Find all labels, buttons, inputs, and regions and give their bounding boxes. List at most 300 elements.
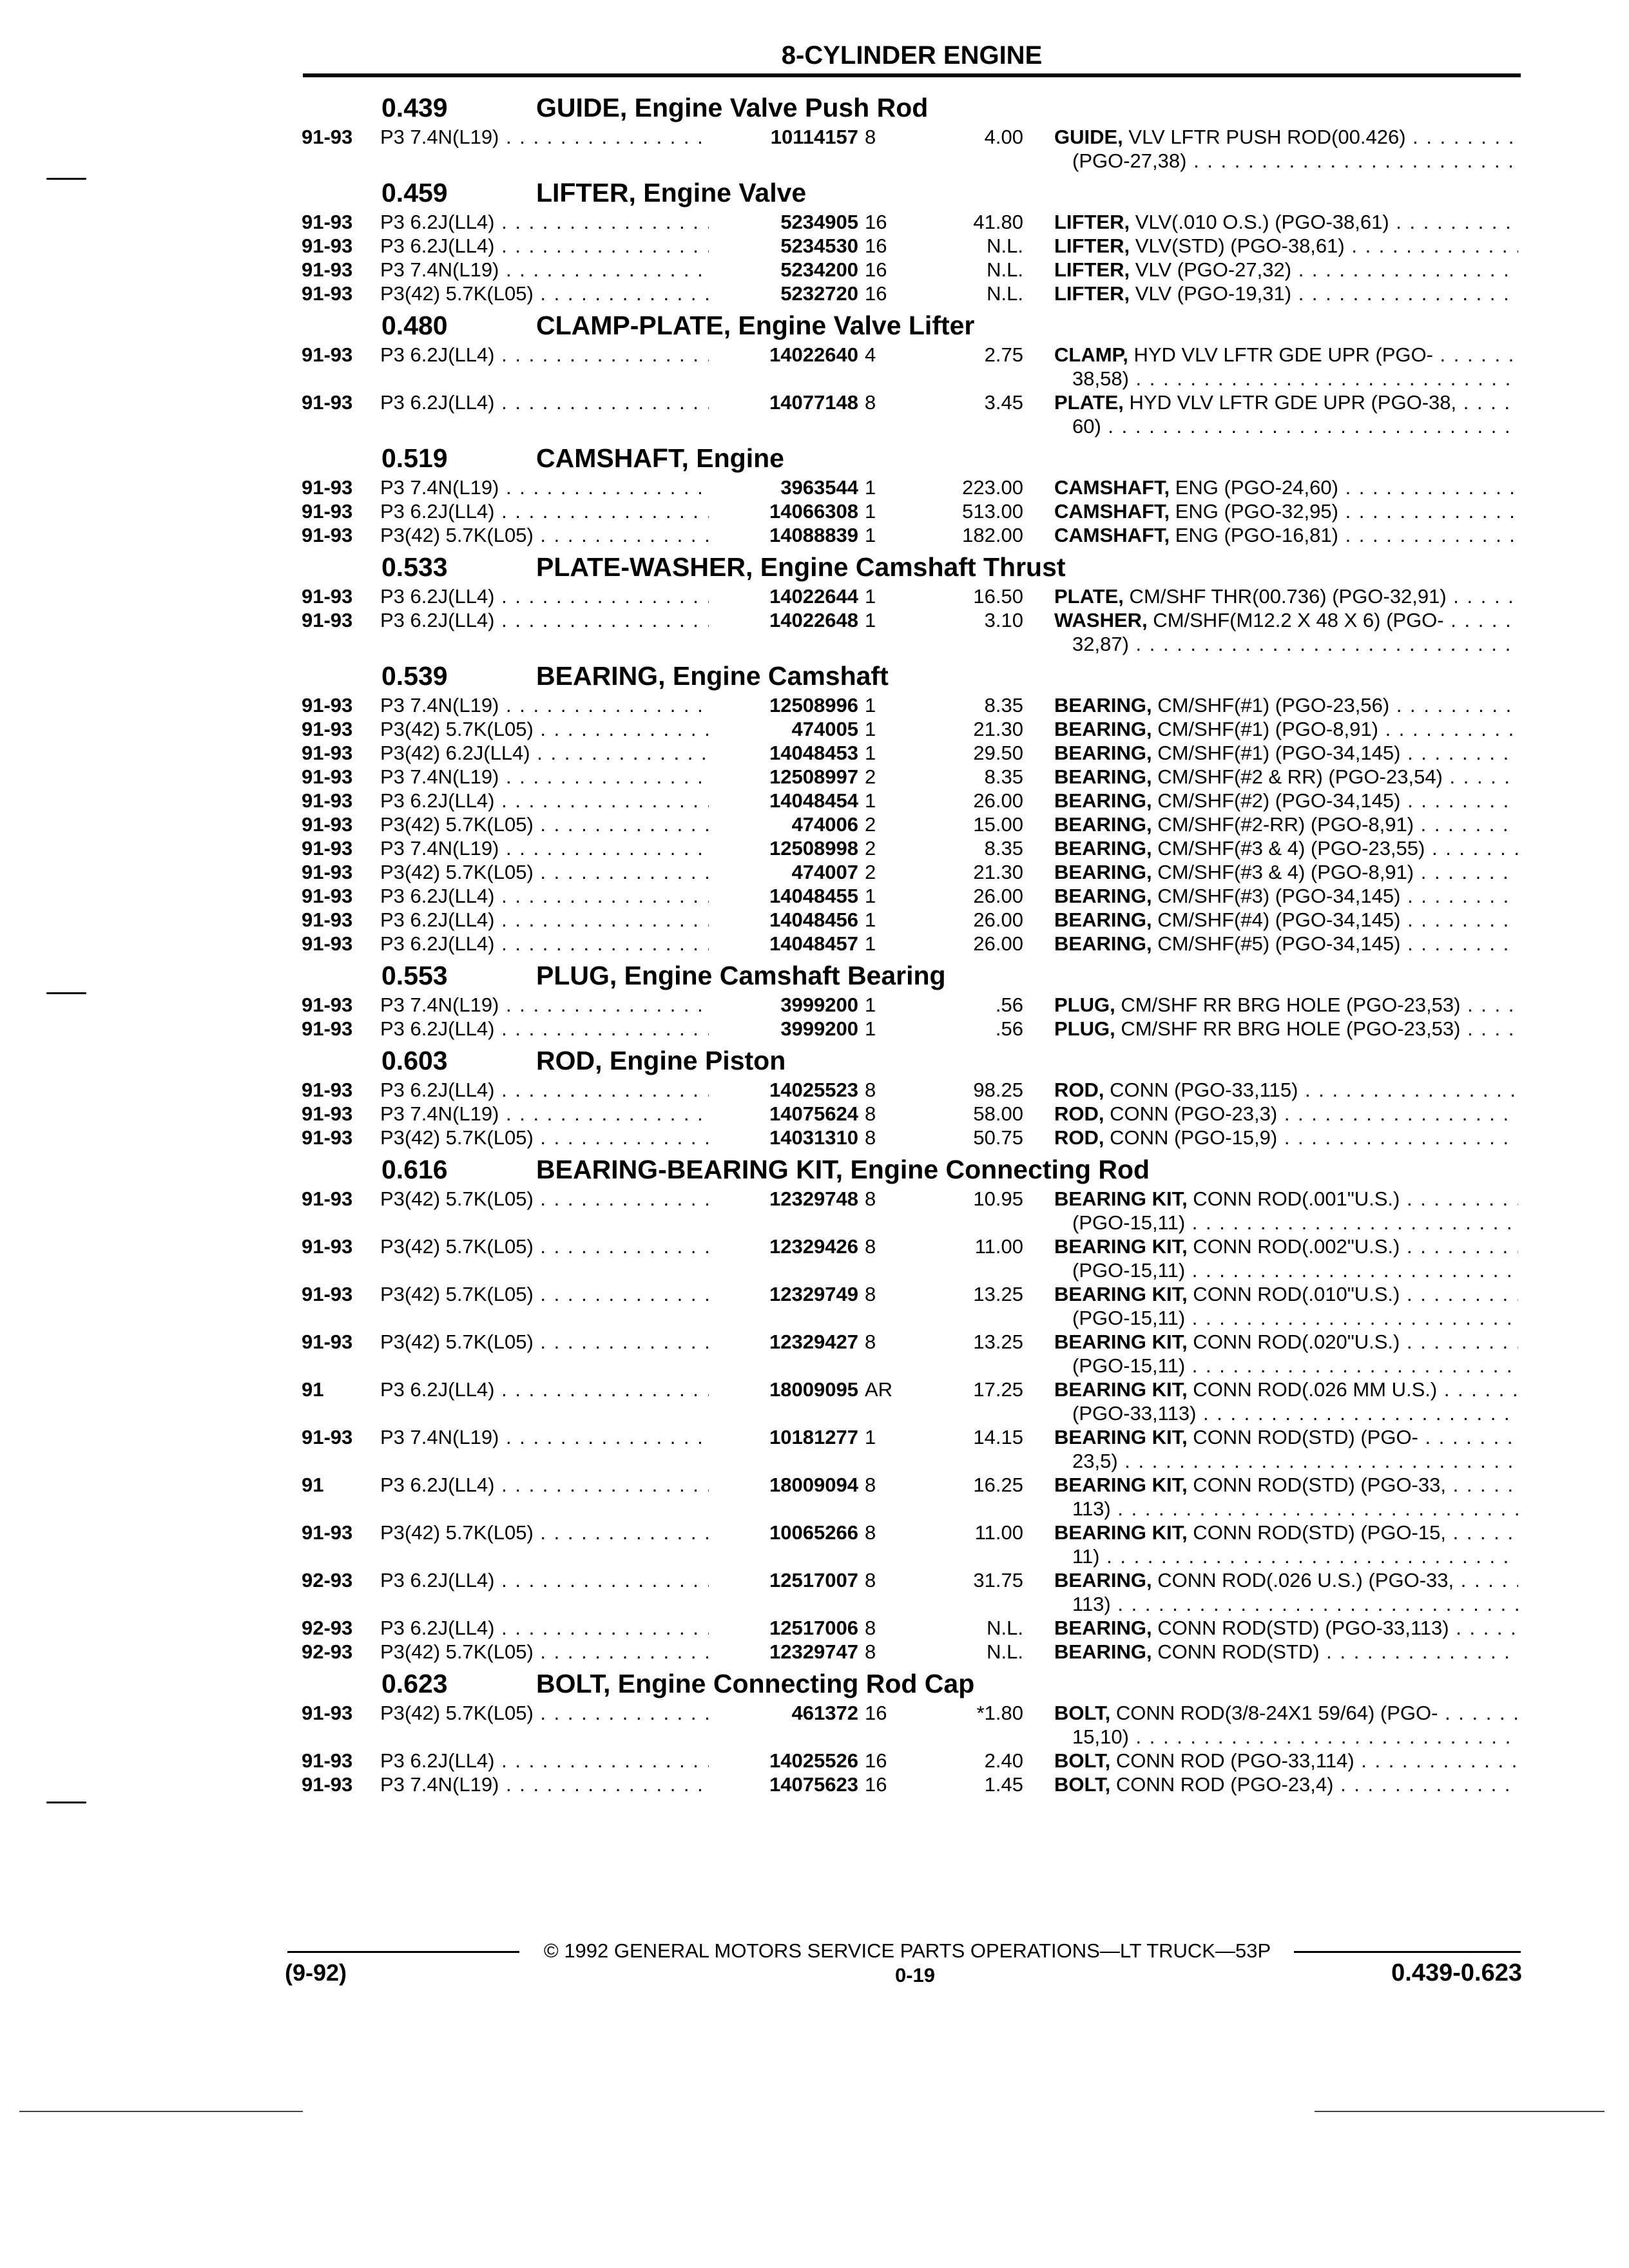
description-noun: GUIDE, [1054,126,1123,148]
part-number: 14077148 [709,390,858,414]
part-description [1054,1473,1518,1497]
part-row [0,1568,1629,1616]
quantity: 1 [865,885,876,907]
section-number: 0.459 [381,178,448,207]
description-continuation: 113) . . . [1072,1497,1518,1521]
part-description [1054,693,1518,717]
section-number: 0.439 [381,93,448,122]
part-row [0,1017,1629,1041]
description-continuation: 15,10) . . . [1072,1725,1518,1749]
price: 41.80 [973,211,1023,233]
part-description [1054,812,1518,836]
part-number: 14048454 [709,789,858,812]
part-row [0,210,1629,234]
section-title: BEARING-BEARING KIT, Engine Connecting Rod [536,1155,1150,1184]
description-noun: LIFTER, [1054,258,1130,281]
description-detail: VLV (PGO-19,31) [1130,282,1292,305]
description-detail: CM/SHF(#3 & 4) (PGO-23,55) [1152,837,1425,860]
description-noun: BEARING, [1054,1569,1152,1591]
price: 26.00 [973,908,1023,931]
model-years: 91-93 [302,765,353,788]
model-years: 91-93 [302,524,353,546]
section-number: 0.533 [381,552,448,582]
model-engine: P3 6.2J(LL4) . . . [380,390,715,414]
description-detail: CM/SHF(#1) (PGO-8,91) [1152,718,1378,740]
footer-range: 0.439-0.623 [1391,1959,1522,1986]
description-noun: PLATE, [1054,391,1124,414]
description-noun: BEARING, [1054,908,1152,931]
description-detail: CM/SHF(#2-RR) (PGO-8,91) [1152,813,1414,836]
section-title: LIFTER, Engine Valve [536,178,807,207]
description-noun: CAMSHAFT, [1054,476,1170,499]
quantity: 1 [865,694,876,716]
model-engine: P3(42) 5.7K(L05) . . . [380,1521,715,1544]
quantity: 16 [865,1773,887,1796]
part-number: 12329749 [709,1282,858,1306]
price: 223.00 [962,476,1023,499]
description-detail: CM/SHF(M12.2 X 48 X 6) (PGO- [1147,609,1444,631]
section-number: 0.553 [381,961,448,990]
part-description [1054,1187,1518,1211]
model-engine: P3(42) 5.7K(L05) . . . [380,282,715,305]
part-row [0,608,1629,656]
quantity: 8 [865,1187,876,1210]
part-row [0,1187,1629,1235]
quantity: 16 [865,1749,887,1772]
section-header [0,88,1629,125]
part-row [0,932,1629,956]
model-years: 91-93 [302,932,353,955]
description-continuation: (PGO-27,38) . . . [1072,149,1518,173]
part-number: 18009095 [709,1378,858,1401]
part-number: 14066308 [709,499,858,523]
part-number: 14025523 [709,1078,858,1102]
part-row [0,1425,1629,1473]
quantity: 2 [865,837,876,860]
model-engine: P3 6.2J(LL4) . . . [380,343,715,367]
section-header [0,1664,1629,1701]
description-detail: ENG (PGO-16,81) [1170,524,1338,546]
price: 16.25 [973,1474,1023,1496]
description-continuation: (PGO-33,113) . . . [1072,1401,1518,1425]
model-years: 91-93 [302,1283,353,1305]
part-description [1054,1701,1518,1725]
description-continuation: 113) . . . [1072,1592,1518,1616]
description-continuation: 32,87) . . . [1072,632,1518,656]
part-description [1054,1425,1518,1449]
part-row [0,993,1629,1017]
part-number: 14022648 [709,608,858,632]
part-number: 10114157 [709,125,858,149]
parts-listing [0,88,1629,1796]
section-number: 0.519 [381,443,448,473]
description-noun: BEARING, [1054,718,1152,740]
quantity: 2 [865,813,876,836]
part-number: 12508996 [709,693,858,717]
description-detail: ENG (PGO-24,60) [1170,476,1338,499]
model-engine: P3 6.2J(LL4) . . . [380,499,715,523]
description-noun: PLUG, [1054,1017,1115,1040]
quantity: 1 [865,908,876,931]
description-detail: VLV (PGO-27,32) [1130,258,1292,281]
part-description [1054,908,1518,932]
description-detail: CONN (PGO-15,9) [1104,1126,1278,1149]
description-detail: CM/SHF(#3 & 4) (PGO-8,91) [1152,861,1414,883]
part-number: 12517006 [709,1616,858,1640]
part-description [1054,765,1518,789]
part-number: 14048455 [709,884,858,908]
section-title: BEARING, Engine Camshaft [536,661,889,691]
part-number: 14025526 [709,1749,858,1773]
description-detail: VLV LFTR PUSH ROD(00.426) [1123,126,1406,148]
price: 11.00 [974,1521,1023,1544]
description-noun: BEARING KIT, [1054,1474,1188,1496]
part-row [0,1378,1629,1425]
part-number: 14031310 [709,1126,858,1149]
price: 1.45 [984,1773,1023,1796]
price: 21.30 [973,718,1023,740]
description-detail: CONN ROD(STD) (PGO-33, [1187,1474,1446,1496]
part-number: 14022640 [709,343,858,367]
price: 8.35 [984,694,1023,716]
part-description [1054,210,1518,234]
description-detail: CM/SHF(#3) (PGO-34,145) [1152,885,1401,907]
price: 10.95 [973,1187,1023,1210]
scan-line [19,2111,303,2112]
price: 50.75 [973,1126,1023,1149]
price: 4.00 [984,126,1023,148]
quantity: AR [865,1378,893,1401]
description-noun: LIFTER, [1054,235,1130,257]
description-noun: BEARING, [1054,1640,1152,1663]
quantity: 1 [865,994,876,1016]
model-years: 91-93 [302,718,353,740]
description-noun: BEARING, [1054,837,1152,860]
part-description [1054,608,1518,632]
part-row [0,258,1629,282]
description-detail: VLV(.010 O.S.) (PGO-38,61) [1130,211,1389,233]
section-title: ROD, Engine Piston [536,1046,786,1075]
model-years: 91-93 [302,343,353,366]
model-engine: P3(42) 5.7K(L05) . . . [380,1701,715,1725]
description-noun: LIFTER, [1054,282,1130,305]
part-description [1054,476,1518,499]
description-detail: CONN ROD(.026 MM U.S.) [1187,1378,1438,1401]
model-years: 92-93 [302,1569,353,1591]
part-row [0,1640,1629,1664]
description-continuation: (PGO-15,11) . . . [1072,1306,1518,1330]
part-number: 14088839 [709,523,858,547]
description-detail: CM/SHF(#2) (PGO-34,145) [1152,789,1401,812]
price: 29.50 [973,742,1023,764]
margin-mark [46,178,86,180]
model-years: 91-93 [302,1102,353,1125]
price: 26.00 [973,932,1023,955]
quantity: 8 [865,1126,876,1149]
part-row [0,1126,1629,1149]
model-years: 91-93 [302,1702,353,1724]
part-row [0,343,1629,390]
part-number: 12508997 [709,765,858,789]
description-noun: CAMSHAFT, [1054,524,1170,546]
part-number: 474006 [709,812,858,836]
model-engine: P3 7.4N(L19) . . . [380,476,715,499]
description-noun: BEARING, [1054,765,1152,788]
quantity: 16 [865,258,887,281]
quantity: 1 [865,1426,876,1448]
description-detail: CONN ROD(.010"U.S.) [1187,1283,1400,1305]
description-noun: BEARING, [1054,742,1152,764]
footer-date: (9-92) [285,1959,347,1986]
model-engine: P3 6.2J(LL4) . . . [380,608,715,632]
price: N.L. [987,258,1023,281]
model-years: 91-93 [302,742,353,764]
model-engine: P3 6.2J(LL4) . . . [380,210,715,234]
description-detail: VLV(STD) (PGO-38,61) [1130,235,1345,257]
model-years: 91-93 [302,789,353,812]
price: 16.50 [973,585,1023,608]
part-row [0,1749,1629,1773]
description-noun: WASHER, [1054,609,1148,631]
model-engine: P3 6.2J(LL4) . . . [380,789,715,812]
model-engine: P3(42) 5.7K(L05) . . . [380,812,715,836]
part-number: 18009094 [709,1473,858,1497]
part-number: 3999200 [709,993,858,1017]
part-number: 14075624 [709,1102,858,1126]
description-detail: CONN (PGO-33,115) [1104,1079,1298,1101]
part-row [0,1701,1629,1749]
description-noun: BEARING, [1054,932,1152,955]
part-row [0,908,1629,932]
part-row [0,125,1629,173]
description-continuation: 23,5) . . . [1072,1449,1518,1473]
quantity: 1 [865,585,876,608]
description-detail: CONN ROD(.020"U.S.) [1187,1331,1400,1353]
part-description [1054,1017,1518,1041]
description-noun: BEARING, [1054,1617,1152,1639]
part-description [1054,390,1518,414]
model-years: 91-93 [302,837,353,860]
quantity: 8 [865,126,876,148]
description-detail: CM/SHF(#2 & RR) (PGO-23,54) [1152,765,1443,788]
model-years: 91-93 [302,282,353,305]
model-engine: P3(42) 5.7K(L05) . . . [380,523,715,547]
margin-mark [46,1802,86,1803]
page-header: 8-CYLINDER ENGINE [781,41,1043,70]
description-continuation: 38,58) . . . [1072,367,1518,390]
part-number: 12329427 [709,1330,858,1354]
model-years: 91-93 [302,1126,353,1149]
part-row [0,584,1629,608]
quantity: 1 [865,1017,876,1040]
model-engine: P3(42) 5.7K(L05) . . . [380,1640,715,1664]
part-row [0,1473,1629,1521]
price: 58.00 [973,1102,1023,1125]
model-years: 91-93 [302,1749,353,1772]
price: N.L. [987,282,1023,305]
price: 15.00 [973,813,1023,836]
section-title: PLATE-WASHER, Engine Camshaft Thrust [536,552,1066,582]
price: .56 [995,994,1023,1016]
part-row [0,1282,1629,1330]
model-engine: P3 6.2J(LL4) . . . [380,1473,715,1497]
price: 14.15 [973,1426,1023,1448]
description-noun: BOLT, [1054,1749,1111,1772]
model-years: 91-93 [302,391,353,414]
part-row [0,717,1629,741]
part-number: 14048457 [709,932,858,956]
part-description [1054,1330,1518,1354]
footer-page-number: 0-19 [894,1964,936,1986]
part-description [1054,741,1518,765]
price: 13.25 [973,1331,1023,1353]
part-description [1054,1521,1518,1544]
quantity: 4 [865,343,876,366]
margin-mark [46,992,86,994]
part-row [0,1235,1629,1282]
model-years: 92-93 [302,1640,353,1663]
model-years: 91-93 [302,235,353,257]
quantity: 8 [865,1474,876,1496]
description-noun: ROD, [1054,1079,1104,1101]
description-noun: PLUG, [1054,994,1115,1016]
section-number: 0.603 [381,1046,448,1075]
description-noun: BEARING, [1054,861,1152,883]
quantity: 1 [865,742,876,764]
part-number: 10065266 [709,1521,858,1544]
description-noun: CAMSHAFT, [1054,500,1170,523]
model-years: 91-93 [302,908,353,931]
part-description [1054,836,1518,860]
part-description [1054,1378,1518,1401]
quantity: 2 [865,861,876,883]
part-description [1054,499,1518,523]
section-number: 0.480 [381,311,448,340]
model-engine: P3 6.2J(LL4) . . . [380,1017,715,1041]
part-number: 14048453 [709,741,858,765]
part-description [1054,860,1518,884]
section-header [0,956,1629,993]
part-description [1054,282,1518,305]
price: 13.25 [973,1283,1023,1305]
model-engine: P3 7.4N(L19) . . . [380,258,715,282]
part-description [1054,343,1518,367]
model-years: 91-93 [302,500,353,523]
header-rule [303,73,1521,77]
part-number: 12329426 [709,1235,858,1258]
description-detail: CONN ROD(STD) (PGO- [1187,1426,1418,1448]
price: 8.35 [984,765,1023,788]
description-detail: CONN ROD(3/8-24X1 59/64) (PGO- [1110,1702,1438,1724]
part-row [0,523,1629,547]
section-title: GUIDE, Engine Valve Push Rod [536,93,929,122]
part-description [1054,523,1518,547]
part-number: 12329748 [709,1187,858,1211]
description-noun: BEARING KIT, [1054,1378,1188,1401]
section-title: CAMSHAFT, Engine [536,443,784,473]
model-years: 91-93 [302,258,353,281]
price: N.L. [987,1640,1023,1663]
model-engine: P3 7.4N(L19) . . . [380,1102,715,1126]
part-description [1054,1126,1518,1149]
section-header [0,305,1629,343]
quantity: 8 [865,1617,876,1639]
description-noun: BEARING KIT, [1054,1235,1188,1258]
part-number: 14022644 [709,584,858,608]
description-continuation: (PGO-15,11) . . . [1072,1211,1518,1235]
part-description [1054,789,1518,812]
description-noun: BEARING KIT, [1054,1331,1188,1353]
price: 2.40 [984,1749,1023,1772]
quantity: 8 [865,1521,876,1544]
price: 513.00 [962,500,1023,523]
part-description [1054,1078,1518,1102]
description-continuation: (PGO-15,11) . . . [1072,1258,1518,1282]
quantity: 16 [865,282,887,305]
part-description [1054,1640,1518,1664]
quantity: 1 [865,524,876,546]
model-engine: P3(42) 5.7K(L05) . . . [380,717,715,741]
model-years: 91 [302,1474,324,1496]
part-number: 5234200 [709,258,858,282]
model-years: 91-93 [302,1773,353,1796]
part-number: 474007 [709,860,858,884]
description-detail: CM/SHF RR BRG HOLE (PGO-23,53) [1115,994,1461,1016]
section-header [0,1149,1629,1187]
part-description [1054,717,1518,741]
model-years: 91-93 [302,1079,353,1101]
part-number: 12329747 [709,1640,858,1664]
footer-rule-left [287,1951,519,1953]
part-number: 3963544 [709,476,858,499]
description-detail: CONN ROD(.002"U.S.) [1187,1235,1400,1258]
part-row [0,693,1629,717]
part-row [0,741,1629,765]
part-description [1054,125,1518,149]
description-detail: CM/SHF(#5) (PGO-34,145) [1152,932,1401,955]
price: 26.00 [973,885,1023,907]
model-engine: P3 7.4N(L19) . . . [380,993,715,1017]
description-noun: BEARING, [1054,885,1152,907]
price: 2.75 [984,343,1023,366]
quantity: 8 [865,391,876,414]
part-row [0,1102,1629,1126]
model-engine: P3 6.2J(LL4) . . . [380,1568,715,1592]
quantity: 1 [865,609,876,631]
description-detail: CONN ROD(STD) (PGO-15, [1187,1521,1446,1544]
quantity: 1 [865,718,876,740]
model-engine: P3(42) 5.7K(L05) . . . [380,1330,715,1354]
description-noun: LIFTER, [1054,211,1130,233]
quantity: 16 [865,1702,887,1724]
quantity: 8 [865,1235,876,1258]
description-noun: BEARING KIT, [1054,1521,1188,1544]
model-engine: P3(42) 5.7K(L05) . . . [380,1126,715,1149]
model-engine: P3(42) 6.2J(LL4) . . . [380,741,715,765]
part-row [0,812,1629,836]
model-engine: P3(42) 5.7K(L05) . . . [380,1235,715,1258]
description-noun: CLAMP, [1054,343,1128,366]
part-number: 14075623 [709,1773,858,1796]
description-detail: CONN ROD(STD) [1152,1640,1320,1663]
part-row [0,390,1629,438]
part-description [1054,234,1518,258]
part-row [0,1616,1629,1640]
description-detail: CONN ROD(.026 U.S.) (PGO-33, [1152,1569,1454,1591]
part-description [1054,1235,1518,1258]
part-number: 5234530 [709,234,858,258]
description-continuation: (PGO-15,11) . . . [1072,1354,1518,1378]
